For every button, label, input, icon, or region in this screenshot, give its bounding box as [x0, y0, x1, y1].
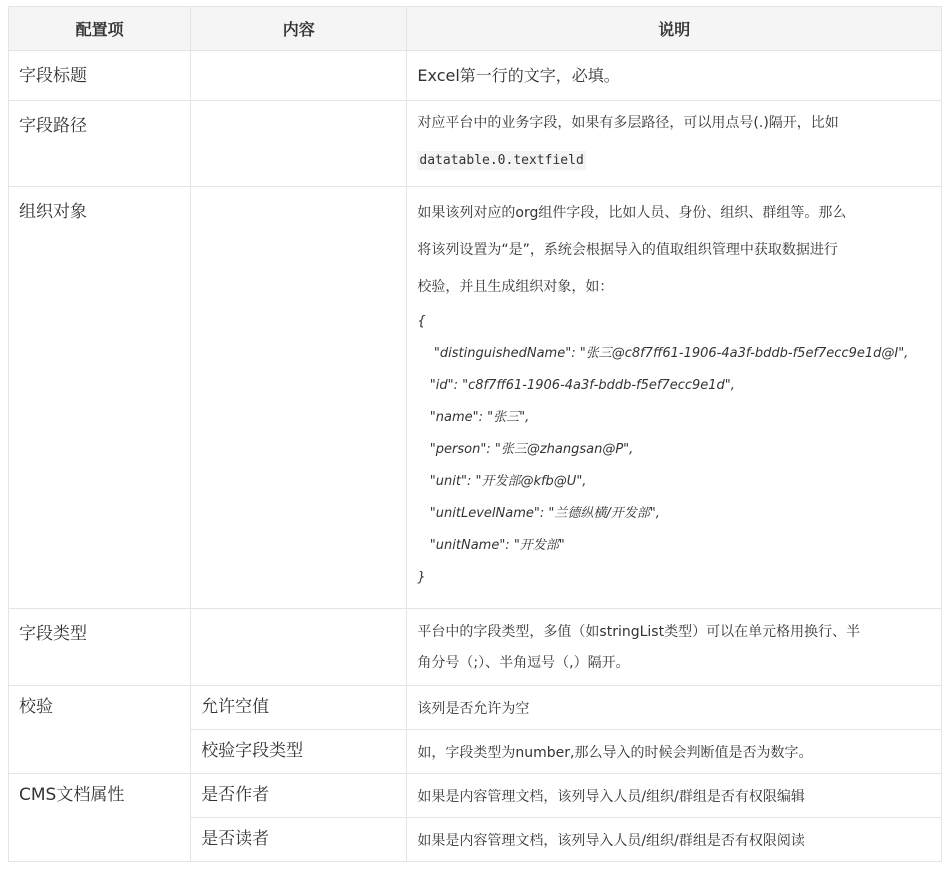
- row-content: [191, 51, 407, 101]
- row-name: CMS文档属性: [19, 785, 125, 805]
- header-content: 内容: [191, 7, 407, 51]
- row-content: 是否读者: [201, 829, 270, 849]
- table-row: [9, 609, 942, 686]
- description-line: 校验，并且生成组织对象，如：: [417, 279, 614, 295]
- row-description: [407, 187, 941, 594]
- json-line: {: [417, 314, 426, 329]
- description-line: 如果该列对应的org组件字段，比如人员、身份、组织、群组等。那么: [417, 205, 847, 221]
- json-line: "unit": "开发部@kfb@U",: [417, 474, 587, 489]
- row-content: 校验字段类型: [201, 741, 304, 761]
- row-description: [407, 609, 941, 679]
- table-row: [9, 51, 942, 101]
- table-row: [9, 686, 942, 730]
- code-snippet: datatable.0.textfield: [419, 153, 584, 168]
- row-name: 字段标题: [19, 66, 87, 86]
- json-example: [417, 306, 941, 594]
- json-line: "id": "c8f7ff61-1906-4a3f-bddb-f5ef7ecc9e1d",: [417, 378, 735, 393]
- table-row: [9, 187, 942, 609]
- json-line: "unitLevelName": "兰德纵横/开发部",: [417, 506, 660, 521]
- row-description: 如，字段类型为number,那么导入的时候会判断值是否为数字。: [417, 745, 813, 761]
- row-content: [191, 187, 407, 609]
- description-line: 将该列设置为“是”，系统会根据导入的值取组织管理中获取数据进行: [417, 242, 838, 258]
- description-line: 平台中的字段类型，多值（如stringList类型）可以在单元格用换行、半: [417, 624, 861, 640]
- header-description: 说明: [407, 7, 942, 51]
- row-description: 如果是内容管理文档，该列导入人员/组织/群组是否有权限阅读: [417, 833, 805, 849]
- json-line: "name": "张三",: [417, 410, 530, 425]
- json-line: "unitName": "开发部": [417, 538, 565, 553]
- row-content: 是否作者: [201, 785, 270, 805]
- description-line: 角分号（;）、半角逗号（,）隔开。: [417, 655, 630, 671]
- row-name: 校验: [19, 697, 53, 717]
- description-line: 对应平台中的业务字段，如果有多层路径，可以用点号(.)隔开，比如: [417, 115, 839, 131]
- row-description: 该列是否允许为空: [417, 701, 530, 717]
- json-line: }: [417, 570, 426, 585]
- table-header-row: [9, 7, 942, 51]
- row-description: [407, 101, 941, 179]
- header-config-item: 配置项: [9, 7, 191, 51]
- json-line: "distinguishedName": "张三@c8f7ff61-1906-4a3f-bddb-f5ef7ecc9e1d@I",: [417, 346, 909, 361]
- config-table: [8, 6, 942, 862]
- row-content: [191, 101, 407, 187]
- row-description: Excel第一行的文字，必填。: [417, 66, 620, 85]
- row-content: [191, 609, 407, 686]
- row-content: 允许空值: [201, 697, 270, 717]
- table-row: [9, 101, 942, 187]
- row-name: 字段路径: [19, 116, 87, 136]
- row-description: 如果是内容管理文档，该列导入人员/组织/群组是否有权限编辑: [417, 789, 805, 805]
- json-line: "person": "张三@zhangsan@P",: [417, 442, 634, 457]
- row-name: 字段类型: [19, 624, 87, 644]
- table-row: [9, 774, 942, 818]
- row-name: 组织对象: [19, 202, 87, 222]
